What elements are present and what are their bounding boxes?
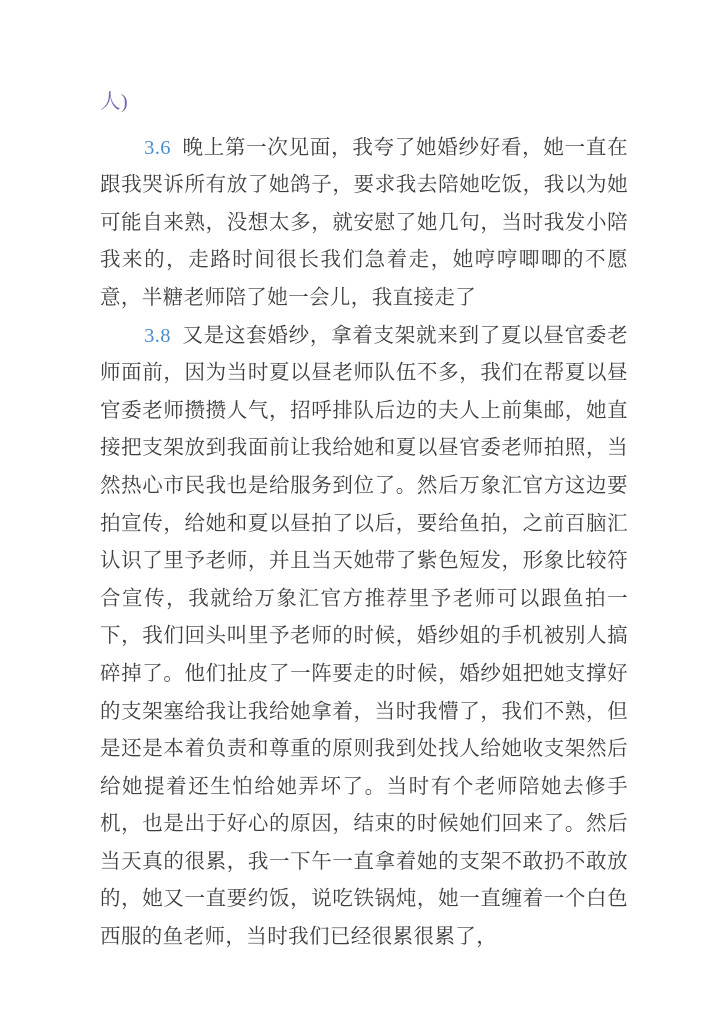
fragment-text: 人): [100, 91, 129, 113]
entry-date: 3.6: [144, 136, 171, 159]
entry-text: 晚上第一次见面，我夸了她婚纱好看，她一直在跟我哭诉所有放了她鸽子，要求我去陪她吃饭，我以为她可能自来熟，没想太多，就安慰了她几句，当时我发小陪我来的，走路时间很长我们急着走，她哼哼唧唧的不愿意，半糖老师陪了她一会儿，我直接走了: [100, 136, 628, 309]
diary-entry-3-6: [100, 130, 628, 318]
paragraph-fragment: [100, 84, 628, 122]
entry-text: 又是这套婚纱，拿着支架就来到了夏以昼官委老师面前，因为当时夏以昼老师队伍不多，我们在帮夏以昼官委老师攒攒人气，招呼排队后边的夫人上前集邮，她直接把支架放到我面前让我给她和夏以昼官委老师拍照，当然热心市民我也是给服务到位了。然后万象汇官方这边要拍宣传，给她和夏以昼拍了以后，要给鱼拍，之前百脑汇认识了里予老师，并且当天她带了紫色短发，形象比较符合宣传，我就给万象汇官方推荐里予老师可以跟鱼拍一下，我们回头叫里予老师的时候，婚纱姐的手机被别人搞碎掉了。他们扯皮了一阵要走的时候，婚纱姐把她支撑好的支架塞给我让我给她拿着，当时我懵了，我们不熟，但是还是本着负责和尊重的原则我到处找人给她收支架然后给她提着还生怕给她弄坏了。当时有个老师陪她去修手机，也是出于好心的原因，结束的时候她们回来了。然后当天真的很累，我一下午一直拿着她的支架不敢扔不敢放的，她又一直要约饭，说吃铁锅炖，她一直缠着一个白色西服的鱼老师，当时我们已经很累很累了，: [100, 324, 628, 949]
diary-entry-3-8: [100, 318, 628, 957]
entry-date: 3.8: [144, 324, 171, 347]
